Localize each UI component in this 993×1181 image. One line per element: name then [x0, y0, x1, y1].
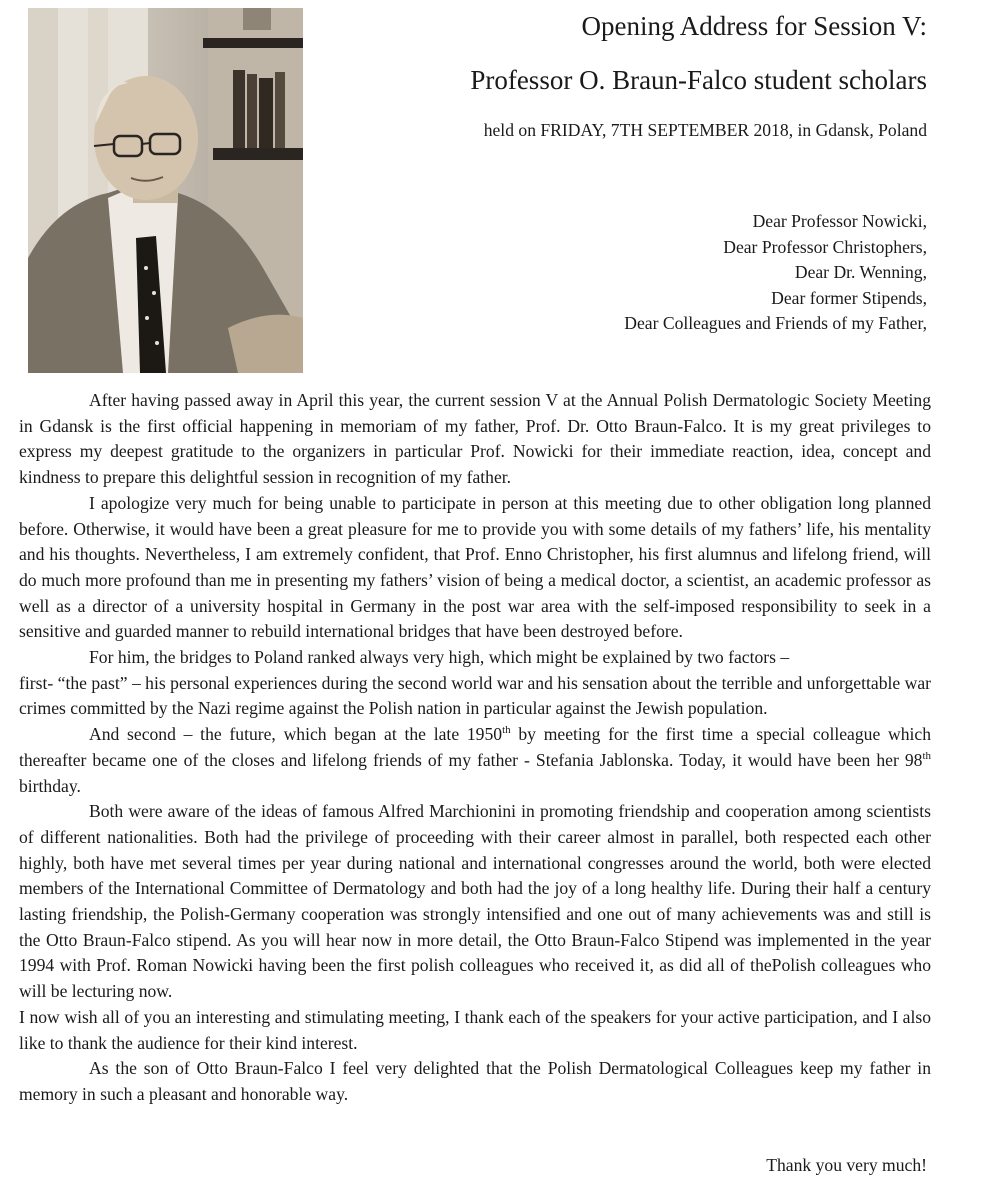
salutation-line: Dear Professor Christophers,: [723, 236, 927, 257]
salutation-line: Dear former Stipends,: [771, 287, 927, 308]
paragraph: As the son of Otto Braun-Falco I feel very delighted that the Polish Dermatological Colleagues keep my father in memory in such a pleasant and honorable way.: [19, 1058, 931, 1104]
letter-body: [19, 388, 931, 1108]
paragraph: [19, 722, 931, 799]
text-fragment: And second – the future, which began at the late 1950: [89, 724, 503, 745]
event-date-location: held on FRIDAY, 7TH SEPTEMBER 2018, in Gdansk, Poland: [483, 120, 927, 140]
salutations-block: [624, 209, 927, 337]
portrait-photo: [28, 8, 303, 373]
paragraph: first- “the past” – his personal experiences during the second world war and his sensation about the terrible and unforgettable war crimes committed by the Nazi regime against the Polish nation in particular against the Jewish population.: [19, 672, 931, 719]
paragraph: Both were aware of the ideas of famous Alfred Marchionini in promoting friendship and cooperation among scientists of different nationalities. Both had the privilege of proceeding with their career almost in parallel, both respected each other highly, both have met several times per year during national and international congresses around the world, both were elected members of the International Committee of Dermatology and both had the joy of a long healthy life. During their half a century lasting friendship, the Polish-Germany cooperation was strongly intensified and one out of many achievements was and still is the Otto Braun-Falco stipend. As you will hear now in more detail, the Otto Braun-Falco Stipend was implemented in the year 1994 with Prof. Roman Nowicki having been the first polish colleagues who received it, as did all of thePolish colleagues who will be lecturing now.: [19, 801, 931, 1002]
closing-line: Thank you very much!: [766, 1155, 927, 1175]
page-subtitle: Professor O. Braun-Falco student scholars: [470, 65, 927, 95]
superscript: th: [502, 724, 511, 737]
text-fragment: birthday.: [19, 775, 81, 796]
paragraph: I now wish all of you an interesting and stimulating meeting, I thank each of the speakers for your active participation, and I also like to thank the audience for their kind interest.: [19, 1006, 931, 1053]
paragraph: After having passed away in April this year, the current session V at the Annual Polish Dermatologic Society Meeting in Gdansk is the first official happening in memoriam of my father, Prof. Dr. Otto Braun-Falco. It is my great privileges to express my deepest gratitude to the organizers in particular Prof. Nowicki for their immediate reaction, idea, concept and kindness to prepare this delightful session in recognition of my father.: [19, 390, 931, 488]
paragraph: I apologize very much for being unable to participate in person at this meeting due to other obligation long planned before. Otherwise, it would have been a great pleasure for me to provide you with some details of my fathers’ life, his mentality and his thoughts. Nevertheless, I am extremely confident, that Prof. Enno Christopher, his first alumnus and lifelong friend, will do much more profound than me in presenting my fathers’ vision of being a medical doctor, a scientist, an academic professor as well as a director of a university hospital in Germany in the post war area with the self-imposed responsibility to seek in a sensitive and guarded manner to rebuild international bridges that have been destroyed before.: [19, 492, 931, 642]
salutation-line: Dear Dr. Wenning,: [794, 262, 927, 283]
salutation-line: Dear Professor Nowicki,: [752, 211, 927, 231]
salutation-line: Dear Colleagues and Friends of my Father,: [624, 313, 927, 334]
page-title: Opening Address for Session V:: [581, 11, 927, 41]
text-fragment: by meeting for the first time a special colleague which thereafter became one of the closes and lifelong friends of my father - Stefania Jablonska. Today, it would have been her 98: [19, 724, 931, 770]
superscript: th: [922, 749, 931, 762]
paragraph: For him, the bridges to Poland ranked always very high, which might be explained by two factors –: [89, 647, 790, 668]
